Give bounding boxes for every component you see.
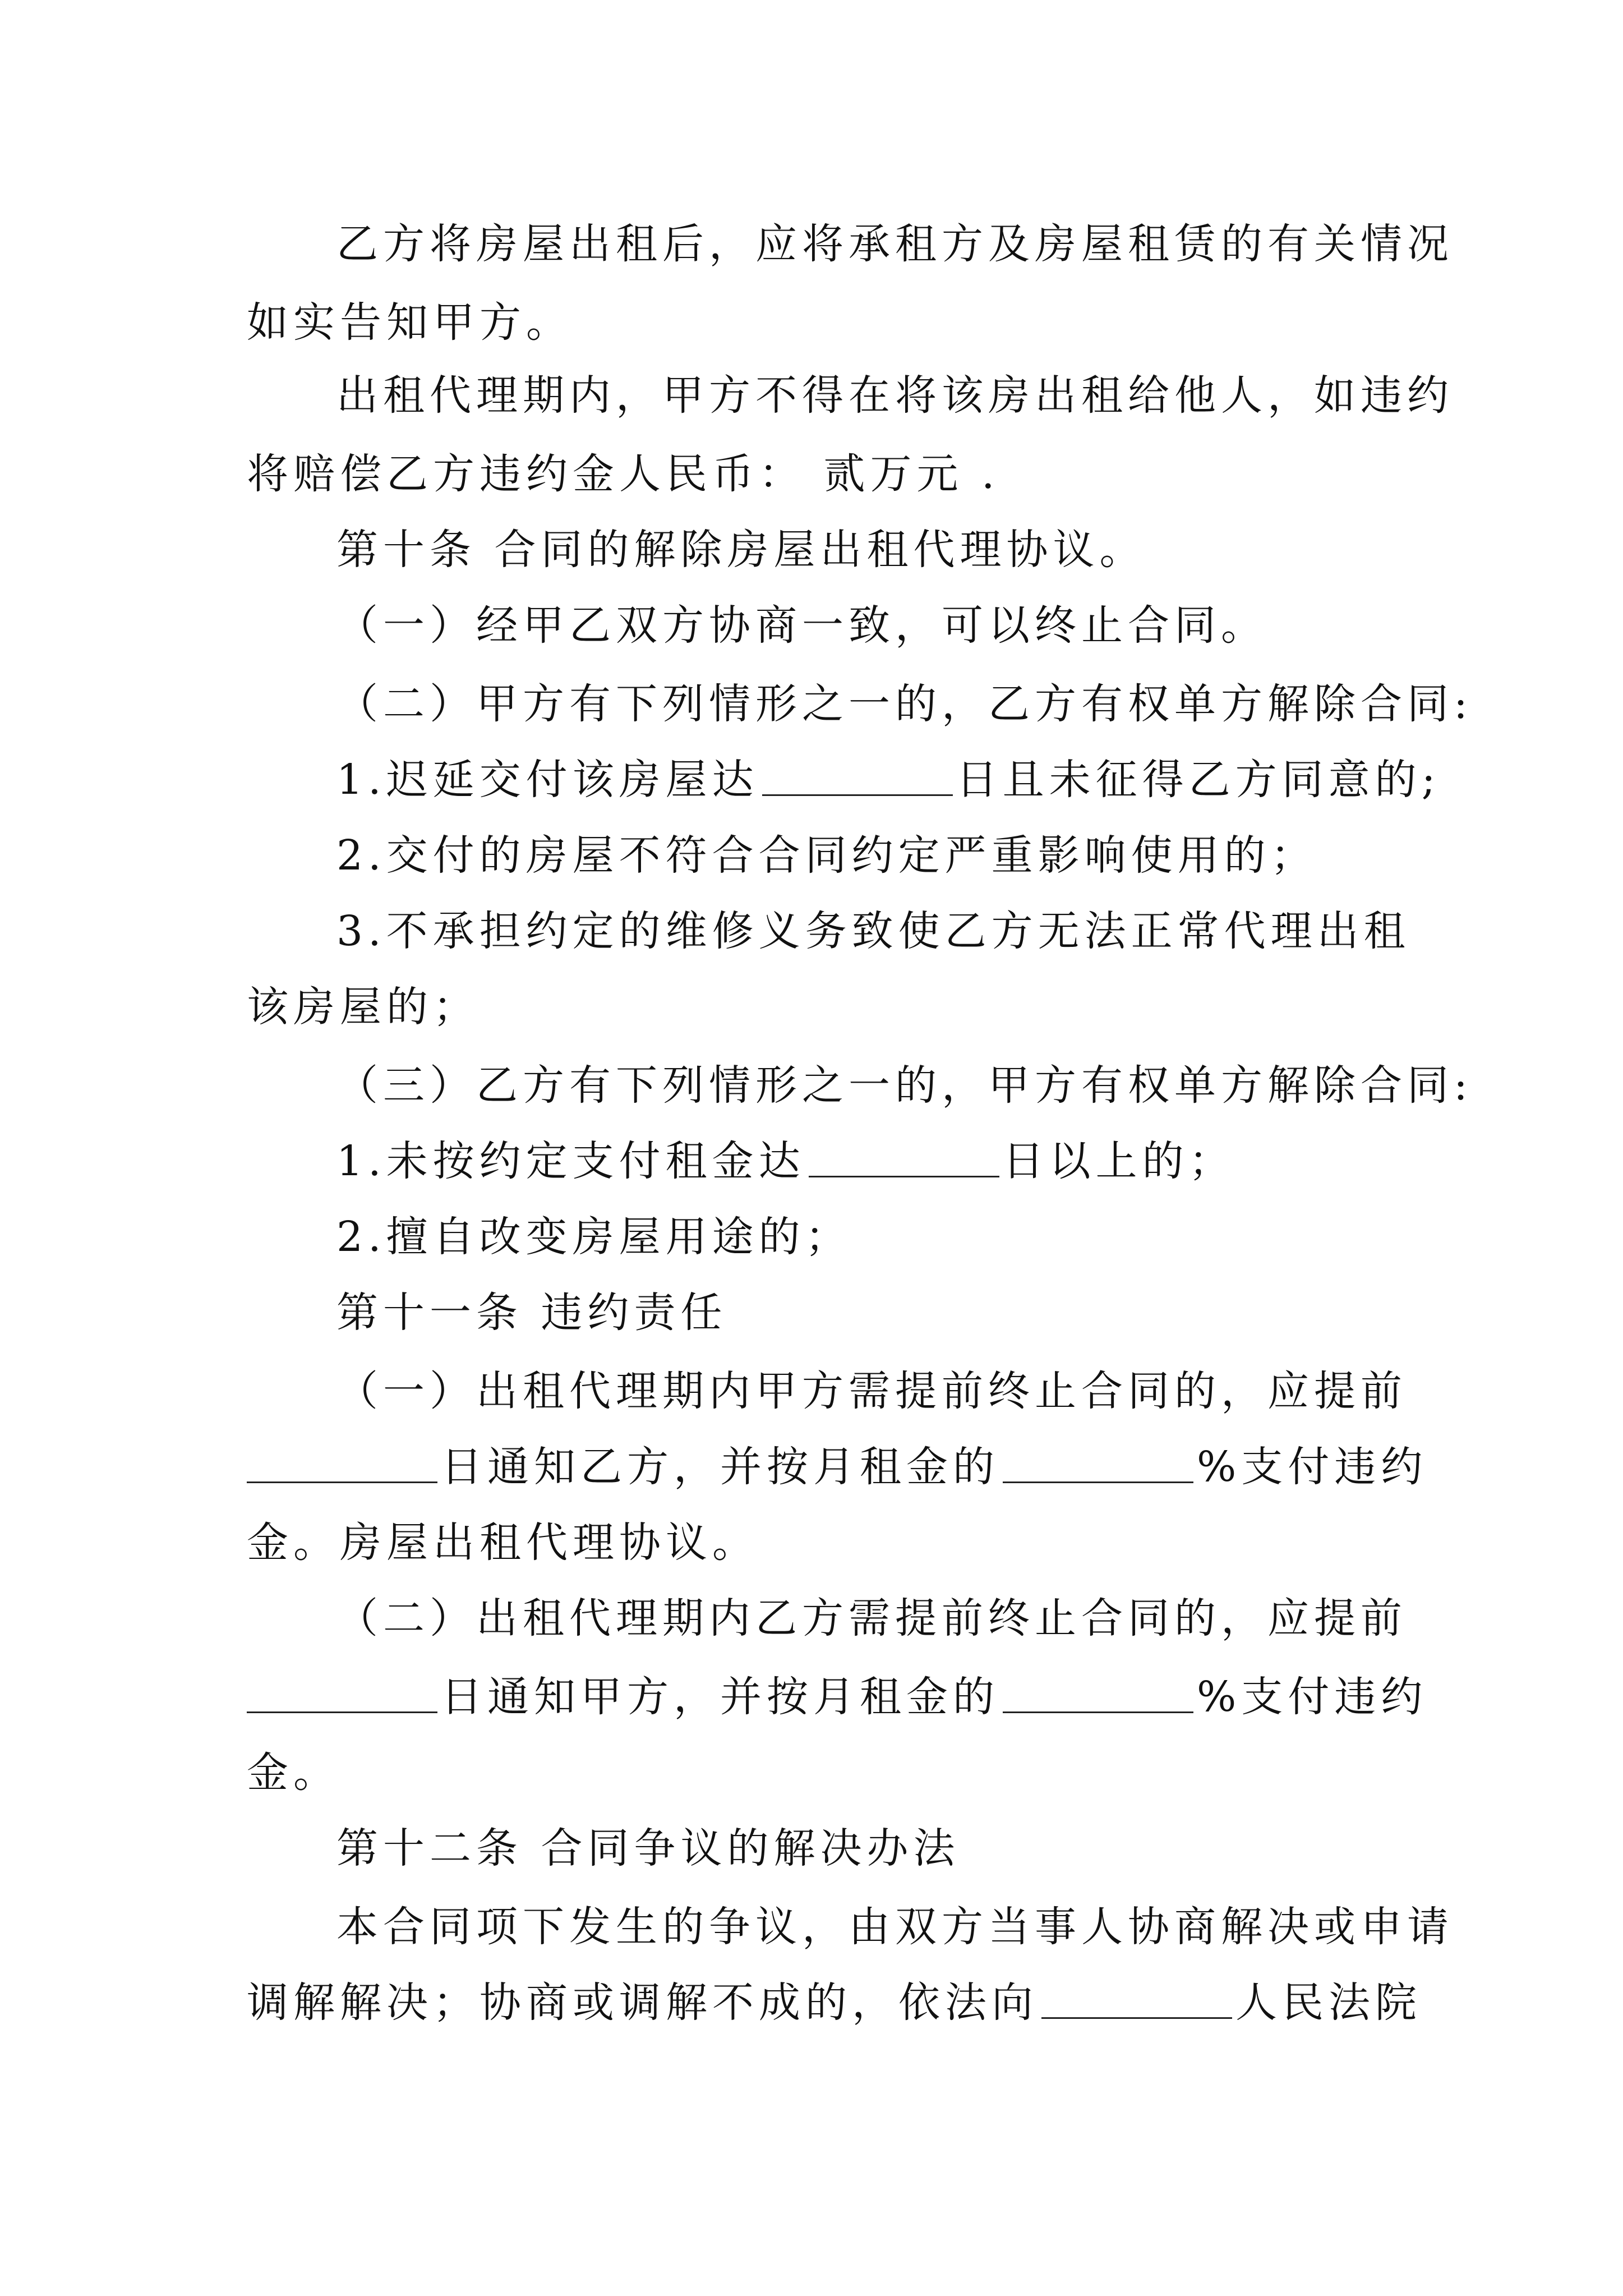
paragraph-line-with-blank [336, 1133, 1402, 1189]
paragraph-line: 乙方将房屋出租后，应将承租方及房屋租赁的有关情况 [336, 220, 1454, 268]
paragraph-line-with-blank [247, 1975, 1422, 2031]
fill-in-blank [247, 1672, 437, 1713]
text-segment: 1.迟延交付该房屋达 [336, 756, 759, 804]
fill-in-blank [1041, 1978, 1232, 2019]
paragraph-line: 本合同项下发生的争议，由双方当事人协商解决或申请 [336, 1903, 1454, 1951]
text-segment: 日以上的； [1002, 1137, 1235, 1185]
fill-in-blank [762, 755, 953, 796]
paragraph-line: 2.擅自改变房屋用途的； [336, 1213, 852, 1261]
text-segment: 人民法院 [1235, 1978, 1422, 2027]
text-segment: 调解解决；协商或调解不成的，依法向 [247, 1978, 1038, 2027]
paragraph-line: 该房屋的； [247, 983, 479, 1031]
paragraph-line-with-blank [247, 1669, 1428, 1725]
fill-in-blank [1003, 1672, 1193, 1713]
section-heading-11: 第十一条 违约责任 [336, 1289, 727, 1337]
section-heading-12: 第十二条 合同争议的解决办法 [336, 1824, 960, 1872]
paragraph-line: 将赔偿乙方违约金人民币： 贰万元 . [247, 450, 1000, 498]
text-segment: 日通知乙方，并按月租金的 [441, 1443, 999, 1491]
text-segment: 日且未征得乙方同意的; [956, 756, 1441, 804]
paragraph-line: 金。房屋出租代理协议。 [247, 1519, 759, 1567]
paragraph-line-with-blank [336, 752, 1441, 808]
paragraph-line: 金。 [247, 1749, 340, 1797]
fill-in-blank [1003, 1442, 1193, 1483]
paragraph-line: 2.交付的房屋不符合合同约定严重影响使用的； [336, 831, 1317, 880]
text-segment: 日通知甲方，并按月租金的 [441, 1673, 999, 1721]
section-heading-10: 第十条 合同的解除房屋出租代理协议。 [336, 526, 1146, 574]
paragraph-line: 出租代理期内，甲方不得在将该房出租给他人，如违约 [336, 371, 1454, 420]
fill-in-blank [809, 1137, 999, 1177]
paragraph-line: 3.不承担约定的维修义务致使乙方无法正常代理出租 [336, 907, 1410, 955]
paragraph-line: （二）出租代理期内乙方需提前终止合同的，应提前 [336, 1594, 1407, 1642]
text-segment: 1.未按约定支付租金达 [336, 1137, 805, 1185]
paragraph-line: （三）乙方有下列情形之一的，甲方有权单方解除合同: [336, 1061, 1473, 1110]
paragraph-line: 如实告知甲方。 [247, 298, 573, 347]
paragraph-line: （二）甲方有下列情形之一的，乙方有权单方解除合同: [336, 680, 1473, 728]
paragraph-line-with-blank [247, 1439, 1428, 1495]
paragraph-line: （一）出租代理期内甲方需提前终止合同的，应提前 [336, 1367, 1407, 1415]
fill-in-blank [247, 1442, 437, 1483]
text-segment: %支付违约 [1197, 1443, 1428, 1491]
text-segment: %支付违约 [1197, 1673, 1428, 1721]
paragraph-line: （一）经甲乙双方协商一致，可以终止合同。 [336, 601, 1267, 650]
